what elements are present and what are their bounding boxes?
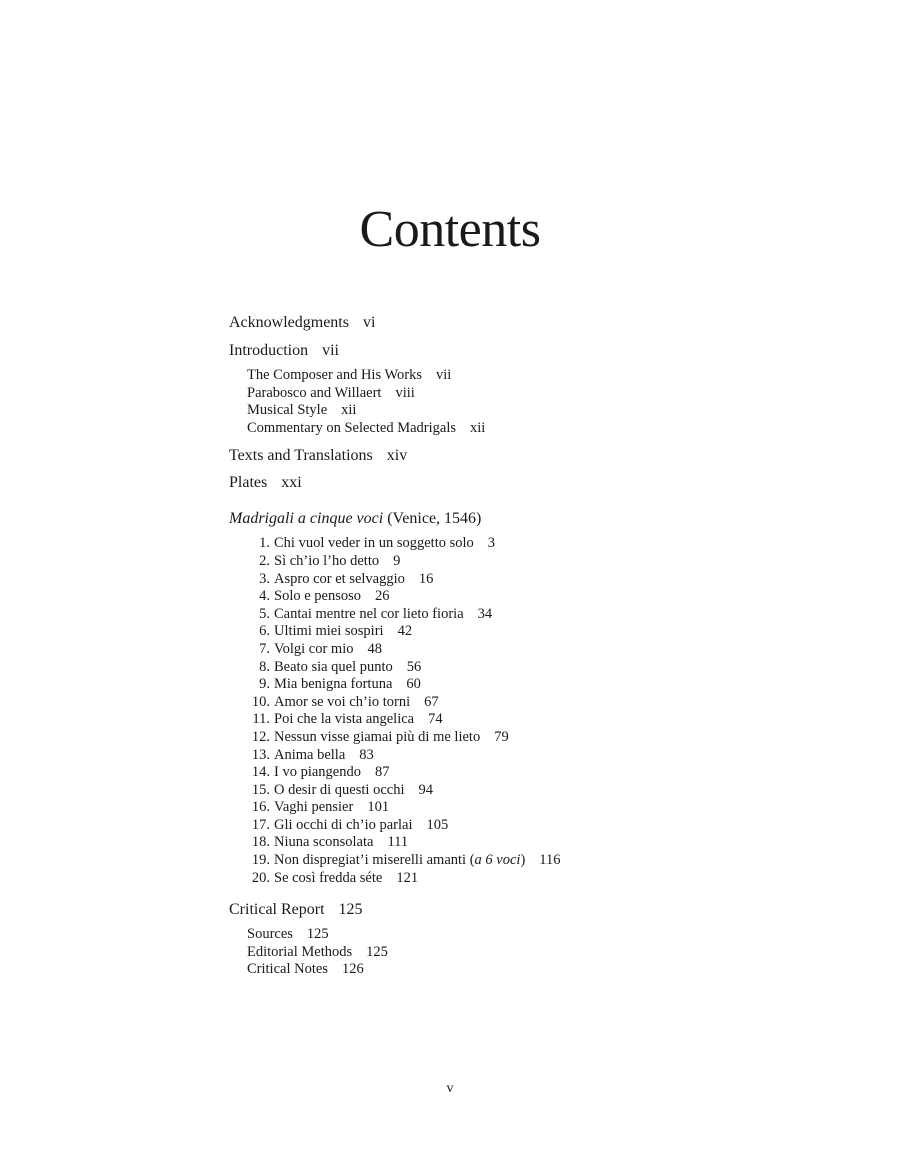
toc-entry-plates[interactable] [229,472,789,494]
toc-entry-critical-report[interactable] [229,899,789,921]
list-item[interactable]: 10. Amor se voi ch’io torni 67 [251,693,439,710]
list-item[interactable]: 8. Beato sia quel punto 56 [259,658,422,675]
page-number: v [446,1081,454,1096]
table-of-contents [229,312,789,979]
list-item[interactable]: 2. Sì ch’io l’ho detto 9 [259,552,401,569]
toc-label: Introduction [229,342,309,359]
list-item[interactable]: 14. I vo piangendo 87 [251,764,390,781]
toc-subentry[interactable] [229,961,789,979]
toc-label: Musical Style [247,402,328,419]
list-item[interactable]: 3. Aspro cor et selvaggio 16 [259,570,434,587]
toc-label: Plates [229,474,268,492]
list-item[interactable]: 1. Chi vuol veder in un soggetto solo 3 [259,535,496,552]
toc-label: Editorial Methods [247,943,353,960]
toc-label: Parabosco and Willaert [247,384,382,401]
toc-subentry[interactable] [229,944,789,962]
toc-label: Sources [247,926,293,943]
toc-label: Commentary on Selected Madrigals [247,419,456,436]
madrigal-list [229,535,789,887]
toc-label: Critical Notes [247,961,328,978]
toc-subentry[interactable] [229,402,789,420]
toc-subentry[interactable] [229,367,789,385]
toc-subentry[interactable] [229,926,789,944]
toc-page: 126 [341,961,364,978]
toc-label: The Composer and His Works [247,367,422,383]
collection-place-date: (Venice, 1546) [387,510,482,528]
toc-entry-acknowledgments[interactable] [229,312,789,334]
toc-entry-texts-translations[interactable] [229,445,789,467]
collection-title: Madrigali a cinque voci [229,510,384,528]
toc-page: vii [322,342,339,359]
toc-page: vii [435,367,452,383]
toc-page: 125 [338,901,363,919]
list-item[interactable]: 20. Se così fredda séte 121 [251,869,419,886]
toc-page: xiv [386,447,408,465]
page-title: Contents [359,201,541,258]
toc-page: 125 [306,926,329,943]
list-item[interactable]: 13. Anima bella 83 [251,746,374,763]
voices-note: a 6 voci [474,852,521,869]
toc-page: vi [362,314,376,331]
toc-collection-heading [229,508,789,530]
toc-page: xii [470,419,486,436]
list-item[interactable]: 16. Vaghi pensier 101 [251,799,390,816]
list-item[interactable]: 9. Mia benigna fortuna 60 [259,676,421,693]
list-item[interactable]: 15. O desir di questi occhi 94 [251,781,433,798]
toc-page: xxi [281,474,302,492]
toc-subentry[interactable] [229,420,789,438]
toc-page: xii [341,402,357,419]
toc-subentry[interactable] [229,385,789,403]
list-item[interactable]: 11. Poi che la vista angelica 74 [252,711,443,728]
toc-label: Acknowledgments [229,314,349,331]
list-item[interactable]: 19. Non dispregiat’i miserelli amanti (a 6 voci) 116 [251,852,561,869]
list-item[interactable]: 18. Niuna sconsolata 111 [251,834,409,851]
list-item[interactable]: 17. Gli occhi di ch’io parlai 105 [251,816,449,833]
list-item[interactable]: 5. Cantai mentre nel cor lieto fioria 34 [259,605,493,622]
list-item[interactable]: 7. Volgi cor mio 48 [259,640,382,657]
toc-label: Critical Report [229,901,325,919]
list-item[interactable]: 4. Solo e pensoso 26 [259,588,390,605]
list-item[interactable]: 6. Ultimi miei sospiri 42 [259,623,413,640]
toc-page: 125 [366,943,388,960]
toc-label: Texts and Translations [229,447,373,465]
toc-entry-introduction[interactable] [229,340,789,362]
toc-page: viii [395,384,415,401]
list-item[interactable]: 12. Nessun visse giamai più di me lieto 79 [251,728,509,745]
